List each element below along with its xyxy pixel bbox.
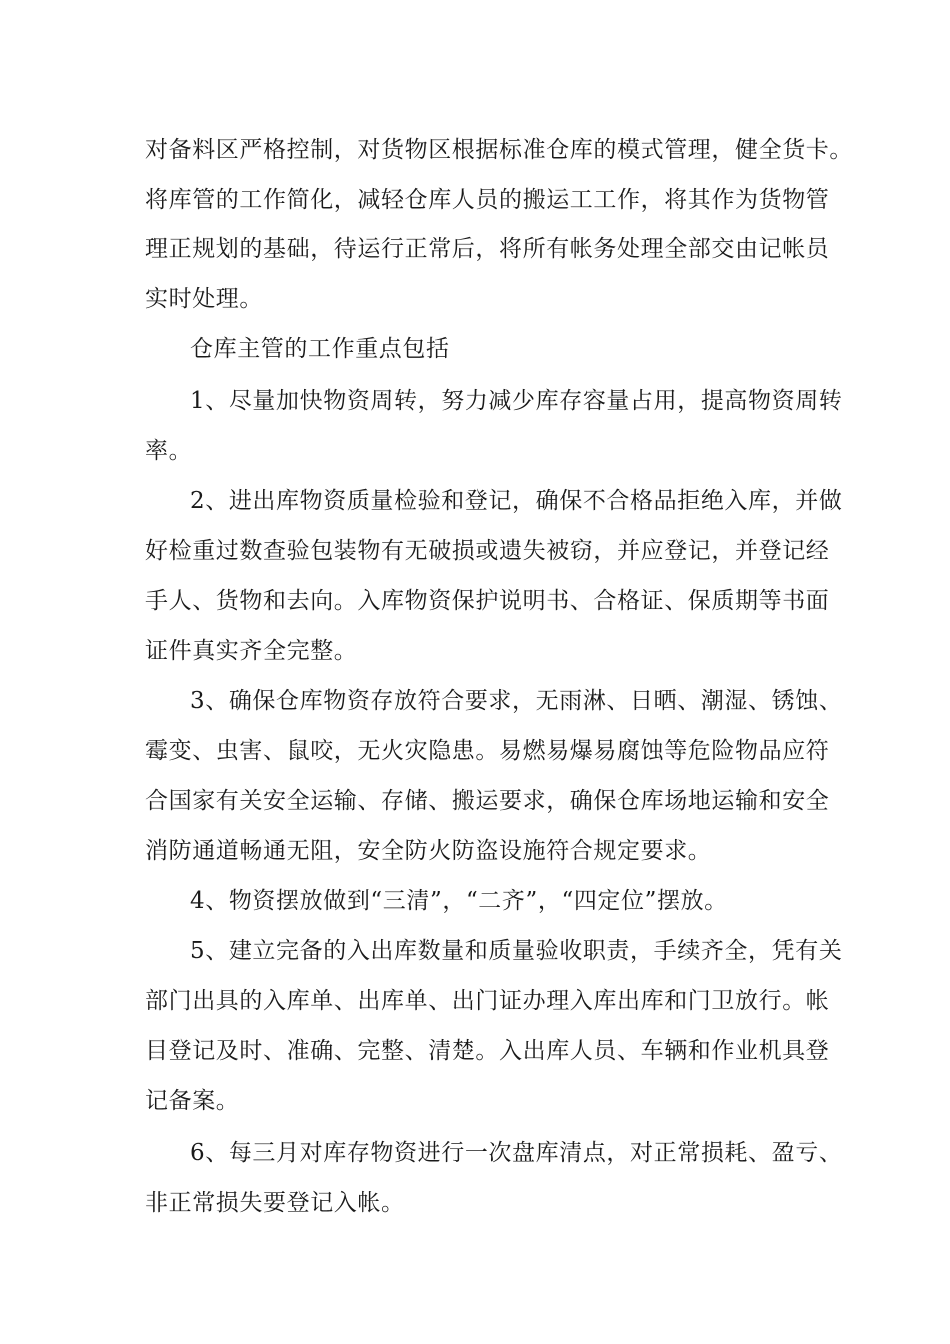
text-line: 合国家有关安全运输、存储、搬运要求，确保仓库场地运输和安全	[145, 788, 830, 814]
text-line: 实时处理。	[145, 286, 263, 312]
text-line: 手人、货物和去向。入库物资保护说明书、合格证、保质期等书面	[145, 588, 830, 614]
text-line: 好检重过数查验包装物有无破损或遗失被窃，并应登记，并登记经	[145, 538, 830, 564]
text-line: 将库管的工作简化，减轻仓库人员的搬运工工作，将其作为货物管	[145, 187, 830, 213]
text-line: 部门出具的入库单、出库单、出门证办理入库出库和门卫放行。帐	[145, 988, 830, 1014]
text-line: 消防通道畅通无阻，安全防火防盗设施符合规定要求。	[145, 838, 712, 864]
text-line: 3、确保仓库物资存放符合要求，无雨淋、日晒、潮湿、锈蚀、	[190, 688, 843, 714]
text-line: 4、物资摆放做到“三清”，“二齐”，“四定位”摆放。	[190, 888, 728, 914]
text-line: 1、尽量加快物资周转，努力减少库存容量占用，提高物资周转	[190, 388, 843, 414]
text-line: 对备料区严格控制，对货物区根据标准仓库的模式管理，健全货卡。	[145, 137, 853, 163]
text-line: 记备案。	[145, 1088, 240, 1114]
text-line: 2、进出库物资质量检验和登记，确保不合格品拒绝入库，并做	[190, 488, 843, 514]
text-line: 率。	[145, 438, 193, 464]
text-line: 理正规划的基础，待运行正常后，将所有帐务处理全部交由记帐员	[145, 236, 830, 262]
text-line: 非正常损失要登记入帐。	[145, 1190, 405, 1216]
text-line: 证件真实齐全完整。	[145, 638, 358, 664]
text-line: 霉变、虫害、鼠咬，无火灾隐患。易燃易爆易腐蚀等危险物品应符	[145, 738, 830, 764]
text-line: 目登记及时、准确、完整、清楚。入出库人员、车辆和作业机具登	[145, 1038, 830, 1064]
text-line: 5、建立完备的入出库数量和质量验收职责，手续齐全，凭有关	[190, 938, 843, 964]
paragraph-heading: 仓库主管的工作重点包括	[190, 336, 450, 362]
text-line: 6、每三月对库存物资进行一次盘库清点，对正常损耗、盈亏、	[190, 1140, 843, 1166]
